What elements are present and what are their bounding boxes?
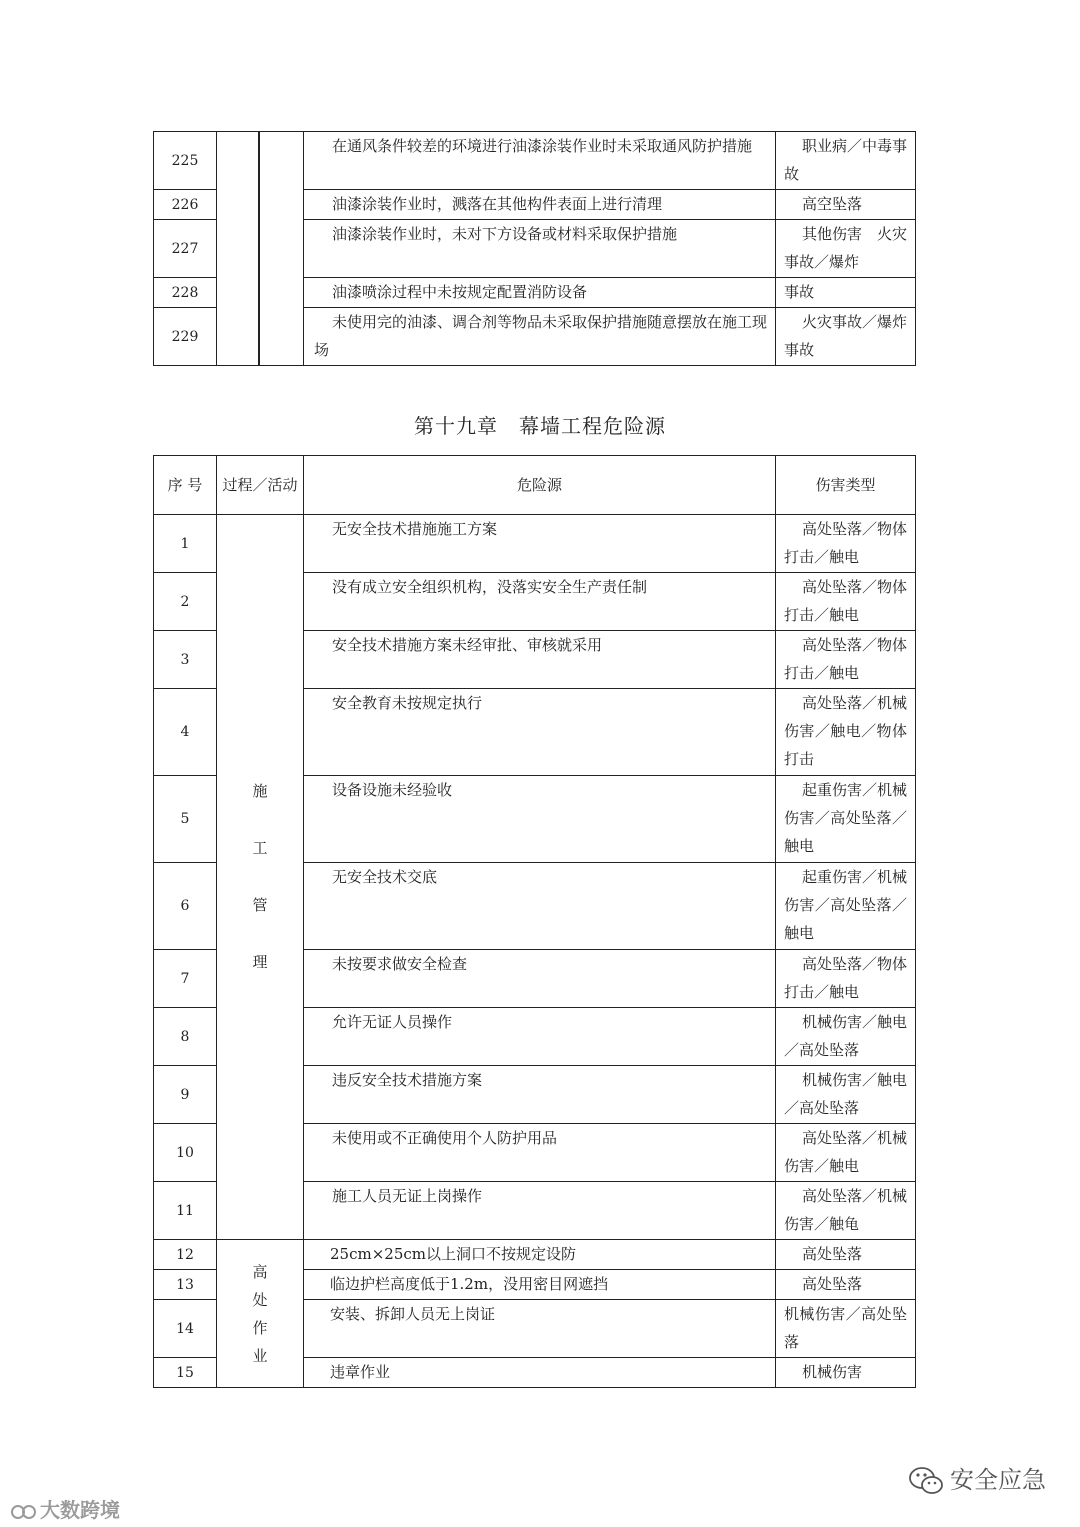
hazard-cell: 无安全技术措施施工方案 — [304, 515, 776, 573]
row-number: 9 — [154, 1066, 217, 1124]
row-number: 13 — [154, 1270, 217, 1300]
hazard-cell: 施工人员无证上岗操作 — [304, 1182, 776, 1240]
row-number: 7 — [154, 950, 217, 1008]
process-char: 理 — [252, 953, 268, 971]
harm-type-cell: 事故 — [776, 278, 916, 308]
hazard-cell: 25cm×25cm以上洞口不按规定设防 — [304, 1240, 776, 1270]
source-watermark — [10, 1494, 120, 1523]
harm-type-cell: 高处坠落 — [776, 1270, 916, 1300]
row-number: 227 — [154, 220, 217, 278]
process-char: 处 — [252, 1290, 268, 1309]
row-number: 226 — [154, 190, 217, 220]
row-number: 14 — [154, 1300, 217, 1358]
row-number: 3 — [154, 631, 217, 689]
chapter-title: 第十九章 幕墙工程危险源 — [414, 414, 666, 438]
harm-type-cell: 机械伤害／高处坠落 — [776, 1300, 916, 1358]
header-process: 过程／活动 — [217, 456, 304, 515]
process-cell — [217, 132, 259, 366]
row-number: 12 — [154, 1240, 217, 1270]
row-number: 4 — [154, 689, 217, 776]
hazard-cell: 违章作业 — [304, 1358, 776, 1388]
hazard-cell: 安全教育未按规定执行 — [304, 689, 776, 776]
table-row — [154, 1240, 916, 1270]
hazard-cell: 油漆涂装作业时，未对下方设备或材料采取保护措施 — [304, 220, 776, 278]
row-number: 15 — [154, 1358, 217, 1388]
hazard-cell: 油漆喷涂过程中未按规定配置消防设备 — [304, 278, 776, 308]
process-group-high-work — [217, 1240, 304, 1388]
harm-type-cell: 其他伤害 火灾事故／爆炸 — [776, 220, 916, 278]
hazard-cell: 设备设施未经验收 — [304, 776, 776, 863]
harm-type-cell: 高处坠落／物体打击／触电 — [776, 515, 916, 573]
harm-type-cell: 职业病／中毒事故 — [776, 132, 916, 190]
row-number: 2 — [154, 573, 217, 631]
row-number: 10 — [154, 1124, 217, 1182]
harm-type-cell: 高处坠落／物体打击／触电 — [776, 950, 916, 1008]
row-number: 5 — [154, 776, 217, 863]
hazard-cell: 允许无证人员操作 — [304, 1008, 776, 1066]
harm-type-cell: 机械伤害／触电／高处坠落 — [776, 1008, 916, 1066]
row-number: 229 — [154, 308, 217, 366]
row-number: 8 — [154, 1008, 217, 1066]
harm-type-cell: 高处坠落／物体打击／触电 — [776, 573, 916, 631]
row-number: 225 — [154, 132, 217, 190]
harm-type-cell: 起重伤害／机械伤害／高处坠落／触电 — [776, 776, 916, 863]
harm-type-cell: 高空坠落 — [776, 190, 916, 220]
table-header-row — [154, 456, 916, 515]
process-char: 施 — [252, 782, 268, 800]
hazard-cell: 在通风条件较差的环境进行油漆涂装作业时未采取通风防护措施 — [304, 132, 776, 190]
row-number: 228 — [154, 278, 217, 308]
table-row — [154, 515, 916, 573]
hazard-cell: 没有成立安全组织机构，没落实安全生产责任制 — [304, 573, 776, 631]
hazard-cell: 油漆涂装作业时，溅落在其他构件表面上进行清理 — [304, 190, 776, 220]
process-char: 作 — [252, 1318, 268, 1337]
process-char: 业 — [252, 1346, 268, 1365]
harm-type-cell: 起重伤害／机械伤害／高处坠落／触电 — [776, 863, 916, 950]
harm-type-cell: 高处坠落／机械伤害／触电 — [776, 1124, 916, 1182]
hazard-table-continued — [153, 131, 916, 366]
row-number: 6 — [154, 863, 217, 950]
header-number: 序 号 — [154, 456, 217, 515]
harm-type-cell: 高处坠落 — [776, 1240, 916, 1270]
hazard-cell: 未按要求做安全检查 — [304, 950, 776, 1008]
process-group-management — [217, 515, 304, 1240]
dashuju-logo-icon — [10, 1502, 40, 1522]
process-subcell — [259, 132, 304, 366]
harm-type-cell: 高处坠落／物体打击／触电 — [776, 631, 916, 689]
harm-type-cell: 高处坠落／机械伤害／触龟 — [776, 1182, 916, 1240]
row-number: 11 — [154, 1182, 217, 1240]
source-watermark-text: 大数跨境 — [40, 1498, 120, 1522]
process-char: 高 — [252, 1262, 268, 1281]
hazard-cell: 临边护栏高度低于1.2m，没用密目网遮挡 — [304, 1270, 776, 1300]
hazard-cell: 未使用完的油漆、调合剂等物品未采取保护措施随意摆放在施工现场 — [304, 308, 776, 366]
wechat-account-watermark — [908, 1460, 1046, 1496]
harm-type-cell: 机械伤害 — [776, 1358, 916, 1388]
hazard-cell: 安装、拆卸人员无上岗证 — [304, 1300, 776, 1358]
hazard-cell: 安全技术措施方案未经审批、审核就采用 — [304, 631, 776, 689]
curtain-wall-hazard-table — [153, 455, 916, 1388]
table-row — [154, 132, 916, 190]
process-char: 管 — [252, 896, 268, 914]
harm-type-cell: 高处坠落／机械伤害／触电／物体打击 — [776, 689, 916, 776]
header-harm-type: 伤害类型 — [776, 456, 916, 515]
harm-type-cell: 火灾事故／爆炸事故 — [776, 308, 916, 366]
hazard-cell: 未使用或不正确使用个人防护用品 — [304, 1124, 776, 1182]
wechat-account-name: 安全应急 — [950, 1466, 1046, 1494]
wechat-icon — [908, 1466, 944, 1496]
row-number: 1 — [154, 515, 217, 573]
harm-type-cell: 机械伤害／触电／高处坠落 — [776, 1066, 916, 1124]
hazard-cell: 无安全技术交底 — [304, 863, 776, 950]
process-char: 工 — [252, 839, 268, 857]
header-hazard: 危险源 — [304, 456, 776, 515]
hazard-cell: 违反安全技术措施方案 — [304, 1066, 776, 1124]
